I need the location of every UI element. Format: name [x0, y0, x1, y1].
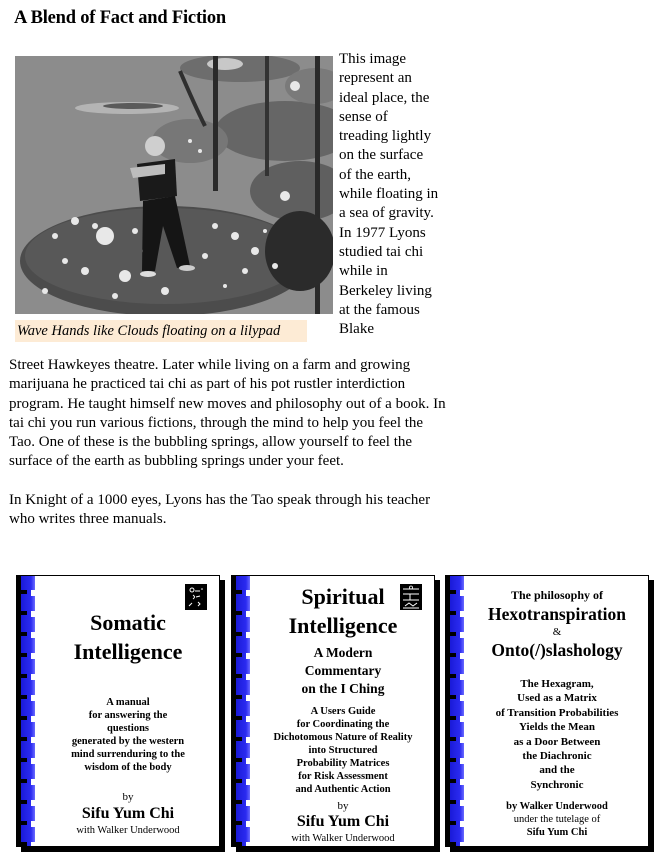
desc-line: the Diachronic	[522, 750, 592, 763]
book-title-line-1: Hexotranspiration	[487, 604, 627, 624]
desc-line: for Risk Assessment	[298, 771, 388, 782]
book-author: Sifu Yum Chi	[296, 813, 390, 830]
subtitle-line: Commentary	[304, 663, 382, 678]
book-title-line-1: Somatic	[90, 610, 166, 635]
photo-caption: Wave Hands like Clouds floating on a lilypad	[15, 320, 307, 342]
book-title-line-2: Intelligence	[73, 639, 183, 664]
desc-line: Synchronic	[530, 778, 584, 791]
figure	[15, 56, 333, 339]
paragraph-1: Street Hawkeyes theatre. Later while living on a farm and growing marijuana he practiced tai chi as part of his pot rustler interdiction program. He taught himself new moves and philosophy out of a book. In tai chi you run various fictions, through the mind to help you feel the Tao. One of these is the bubbling springs, allow yourself to feel the surface of the earth as bubbling springs under your feet.	[9, 357, 446, 470]
desc-line: mind surrenduring to the	[71, 749, 185, 760]
desc-line: Used as a Matrix	[517, 692, 597, 705]
desc-line: The Hexagram,	[520, 678, 594, 690]
book-title-line-1: Spiritual	[301, 584, 385, 609]
book-title-line-2: Onto(/)slashology	[491, 640, 623, 660]
intro-text: This image represent an ideal place, the sense of treading lightly on the surface of the earth, while floating in a sea of gravity. In 1977 Lyons studied tai chi while in Berkeley living at the famous Blake	[339, 51, 439, 338]
tai-chi-lilypad-photo	[15, 56, 333, 314]
book-cover-somatic-intelligence[interactable]	[16, 575, 220, 847]
desc-line: wisdom of the body	[84, 762, 172, 773]
book-coauthor: with Walker Underwood	[291, 833, 395, 844]
book-subtitle	[252, 644, 434, 698]
desc-line: of Transition Probabilities	[495, 706, 619, 719]
subtitle-line: on the I Ching	[301, 681, 385, 696]
page-title: A Blend of Fact and Fiction	[14, 8, 226, 28]
book-cover-spiritual-intelligence[interactable]	[231, 575, 435, 847]
book-pre-title: The philosophy of	[510, 588, 604, 602]
by-label: by	[122, 791, 134, 803]
subtitle-line: A Modern	[313, 645, 373, 660]
desc-line: and Authentic Action	[295, 784, 391, 795]
ampersand: &	[552, 626, 562, 638]
desc-line: for Coordinating the	[296, 719, 390, 730]
book-title-line-2: Intelligence	[288, 613, 398, 638]
book-author-line: by Walker Underwood	[506, 801, 608, 812]
tutelage-line: under the tutelage of	[513, 814, 601, 825]
desc-line: Yields the Mean	[519, 721, 595, 734]
book-description	[466, 677, 648, 792]
desc-line: questions	[106, 723, 149, 734]
book-description	[37, 696, 219, 774]
desc-line: generated by the western	[71, 736, 185, 747]
body-text	[9, 356, 449, 530]
book-cover-hexotranspiration[interactable]	[445, 575, 649, 847]
desc-line: as a Door Between	[513, 735, 601, 748]
desc-line: into Structured	[308, 745, 378, 756]
photo-illustration	[15, 56, 333, 314]
desc-line: A Users Guide	[310, 706, 376, 717]
book-coauthor: with Walker Underwood	[76, 825, 180, 836]
paragraph-2: In Knight of a 1000 eyes, Lyons has the Tao speak through his teacher who writes three manuals.	[9, 492, 431, 528]
by-label: by	[337, 800, 349, 812]
desc-line: for answering the	[88, 710, 168, 721]
book-teacher: Sifu Yum Chi	[526, 827, 588, 838]
book-author: Sifu Yum Chi	[81, 805, 175, 822]
desc-line: and the	[539, 764, 575, 777]
desc-line: Dichotomous Nature of Reality	[273, 732, 413, 743]
stick-figure-glyph-icon	[185, 584, 207, 610]
desc-line: A manual	[106, 697, 150, 708]
desc-line: Probability Matrices	[296, 758, 390, 769]
book-description	[252, 705, 434, 796]
